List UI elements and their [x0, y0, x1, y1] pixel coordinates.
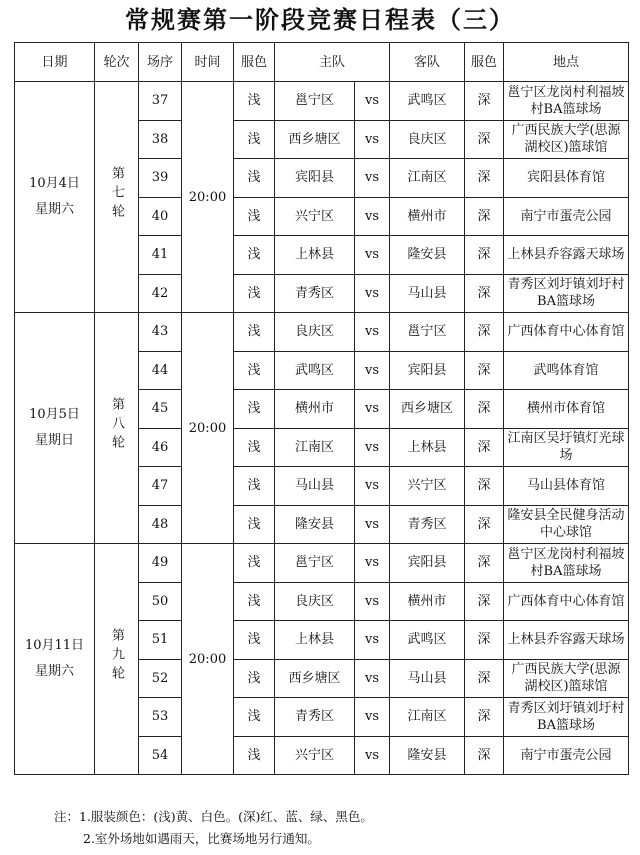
- round-label: 第九轮: [109, 628, 124, 685]
- away-team: 隆安县: [390, 736, 465, 775]
- home-kit: 浅: [234, 120, 275, 159]
- home-kit: 浅: [234, 197, 275, 236]
- home-kit: 浅: [234, 390, 275, 429]
- vs-label: vs: [355, 544, 390, 583]
- home-team: 西乡塘区: [275, 120, 355, 159]
- vs-label: vs: [355, 698, 390, 737]
- match-time: 20:00: [182, 82, 234, 313]
- home-kit: 浅: [234, 351, 275, 390]
- away-team: 青秀区: [390, 505, 465, 544]
- vs-label: vs: [355, 505, 390, 544]
- venue: 上林县乔容露天球场: [504, 621, 629, 660]
- page-title: 常规赛第一阶段竞赛日程表（三）: [125, 5, 515, 34]
- vs-label: vs: [355, 313, 390, 352]
- away-team: 横州市: [390, 582, 465, 621]
- home-team: 横州市: [275, 390, 355, 429]
- away-kit: 深: [465, 621, 504, 660]
- venue: 邕宁区龙岗村利福坡村BA篮球场: [504, 544, 629, 583]
- away-team: 武鸣区: [390, 82, 465, 121]
- vs-label: vs: [355, 351, 390, 390]
- home-kit: 浅: [234, 159, 275, 198]
- venue: 武鸣体育馆: [504, 351, 629, 390]
- match-no: 38: [139, 120, 182, 159]
- home-team: 隆安县: [275, 505, 355, 544]
- away-team: 隆安县: [390, 236, 465, 275]
- header-away: 客队: [390, 43, 465, 82]
- round-cell: [95, 544, 139, 775]
- away-kit: 深: [465, 159, 504, 198]
- day-weekday: 星期六: [34, 202, 74, 217]
- schedule-table: [14, 42, 629, 775]
- home-team: 邕宁区: [275, 544, 355, 583]
- match-no: 42: [139, 274, 182, 313]
- table-row: [15, 544, 629, 583]
- away-team: 江南区: [390, 698, 465, 737]
- vs-label: vs: [355, 390, 390, 429]
- away-team: 上林县: [390, 428, 465, 467]
- away-kit: 深: [465, 82, 504, 121]
- vs-label: vs: [355, 274, 390, 313]
- away-kit: 深: [465, 467, 504, 506]
- match-no: 44: [139, 351, 182, 390]
- home-team: 良庆区: [275, 582, 355, 621]
- home-team: 马山县: [275, 467, 355, 506]
- home-kit: 浅: [234, 736, 275, 775]
- away-kit: 深: [465, 236, 504, 275]
- match-no: 43: [139, 313, 182, 352]
- away-team: 武鸣区: [390, 621, 465, 660]
- home-team: 兴宁区: [275, 736, 355, 775]
- away-kit: 深: [465, 698, 504, 737]
- home-kit: 浅: [234, 467, 275, 506]
- venue: 广西体育中心体育馆: [504, 313, 629, 352]
- away-kit: 深: [465, 544, 504, 583]
- day-date: 10月4日: [29, 176, 80, 191]
- note-2: 2.室外场地如遇雨天，比赛场地另行通知。: [83, 831, 320, 846]
- match-no: 50: [139, 582, 182, 621]
- round-label: 第七轮: [109, 166, 124, 223]
- home-kit: 浅: [234, 659, 275, 698]
- away-kit: 深: [465, 659, 504, 698]
- vs-label: vs: [355, 236, 390, 275]
- home-kit: 浅: [234, 236, 275, 275]
- match-no: 54: [139, 736, 182, 775]
- away-team: 江南区: [390, 159, 465, 198]
- day-date: 10月11日: [24, 638, 85, 653]
- away-kit: 深: [465, 274, 504, 313]
- header-away-kit: 服色: [465, 43, 504, 82]
- day-date-cell: [15, 82, 95, 313]
- away-kit: 深: [465, 197, 504, 236]
- away-kit: 深: [465, 390, 504, 429]
- venue: 广西民族大学(思源湖校区)篮球馆: [504, 120, 629, 159]
- home-team: 宾阳县: [275, 159, 355, 198]
- away-kit: 深: [465, 351, 504, 390]
- match-no: 37: [139, 82, 182, 121]
- match-time: 20:00: [182, 313, 234, 544]
- vs-label: vs: [355, 82, 390, 121]
- away-team: 宾阳县: [390, 544, 465, 583]
- away-team: 马山县: [390, 274, 465, 313]
- match-time: 20:00: [182, 544, 234, 775]
- day-date-cell: [15, 544, 95, 775]
- match-no: 45: [139, 390, 182, 429]
- away-team: 宾阳县: [390, 351, 465, 390]
- round-cell: [95, 313, 139, 544]
- header-venue: 地点: [504, 43, 629, 82]
- home-team: 青秀区: [275, 274, 355, 313]
- table-row: [15, 313, 629, 352]
- home-kit: 浅: [234, 274, 275, 313]
- match-no: 49: [139, 544, 182, 583]
- header-home-kit: 服色: [234, 43, 275, 82]
- vs-label: vs: [355, 582, 390, 621]
- match-no: 48: [139, 505, 182, 544]
- table-row: [15, 82, 629, 121]
- home-team: 江南区: [275, 428, 355, 467]
- away-kit: 深: [465, 505, 504, 544]
- venue: 江南区吴圩镇灯光球场: [504, 428, 629, 467]
- home-team: 武鸣区: [275, 351, 355, 390]
- home-team: 良庆区: [275, 313, 355, 352]
- vs-label: vs: [355, 736, 390, 775]
- match-no: 52: [139, 659, 182, 698]
- venue: 宾阳县体育馆: [504, 159, 629, 198]
- match-no: 41: [139, 236, 182, 275]
- match-no: 47: [139, 467, 182, 506]
- notes: [54, 806, 634, 850]
- home-kit: 浅: [234, 621, 275, 660]
- home-kit: 浅: [234, 698, 275, 737]
- venue: 马山县体育馆: [504, 467, 629, 506]
- venue: 青秀区刘圩镇刘圩村BA篮球场: [504, 698, 629, 737]
- away-kit: 深: [465, 428, 504, 467]
- day-date-cell: [15, 313, 95, 544]
- match-no: 51: [139, 621, 182, 660]
- vs-label: vs: [355, 621, 390, 660]
- venue: 邕宁区龙岗村利福坡村BA篮球场: [504, 82, 629, 121]
- venue: 上林县乔容露天球场: [504, 236, 629, 275]
- vs-label: vs: [355, 159, 390, 198]
- match-no: 39: [139, 159, 182, 198]
- away-kit: 深: [465, 120, 504, 159]
- away-team: 良庆区: [390, 120, 465, 159]
- vs-label: vs: [355, 659, 390, 698]
- home-team: 西乡塘区: [275, 659, 355, 698]
- venue: 南宁市蛋壳公园: [504, 736, 629, 775]
- day-date: 10月5日: [29, 407, 80, 422]
- header-match-no: 场序: [139, 43, 182, 82]
- header-date: 日期: [15, 43, 95, 82]
- venue: 广西体育中心体育馆: [504, 582, 629, 621]
- home-kit: 浅: [234, 582, 275, 621]
- away-kit: 深: [465, 582, 504, 621]
- venue: 隆安县全民健身活动中心球馆: [504, 505, 629, 544]
- venue: 青秀区刘圩镇刘圩村BA篮球场: [504, 274, 629, 313]
- match-no: 46: [139, 428, 182, 467]
- header-round: 轮次: [95, 43, 139, 82]
- header-row: [15, 43, 629, 82]
- home-team: 上林县: [275, 236, 355, 275]
- day-weekday: 星期日: [34, 433, 74, 448]
- vs-label: vs: [355, 120, 390, 159]
- away-team: 横州市: [390, 197, 465, 236]
- venue: 广西民族大学(思源湖校区)篮球馆: [504, 659, 629, 698]
- away-team: 兴宁区: [390, 467, 465, 506]
- home-team: 青秀区: [275, 698, 355, 737]
- match-no: 53: [139, 698, 182, 737]
- header-home: 主队: [275, 43, 390, 82]
- home-kit: 浅: [234, 428, 275, 467]
- away-team: 马山县: [390, 659, 465, 698]
- vs-label: vs: [355, 467, 390, 506]
- home-kit: 浅: [234, 505, 275, 544]
- round-label: 第八轮: [109, 397, 124, 454]
- note-1: 注：1.服装颜色：(浅)黄、白色。(深)红、蓝、绿、黑色。: [54, 809, 373, 824]
- home-team: 兴宁区: [275, 197, 355, 236]
- header-time: 时间: [182, 43, 234, 82]
- away-kit: 深: [465, 313, 504, 352]
- schedule-body: [15, 82, 629, 775]
- round-cell: [95, 82, 139, 313]
- away-team: 邕宁区: [390, 313, 465, 352]
- home-team: 上林县: [275, 621, 355, 660]
- home-kit: 浅: [234, 544, 275, 583]
- vs-label: vs: [355, 428, 390, 467]
- away-kit: 深: [465, 736, 504, 775]
- home-kit: 浅: [234, 82, 275, 121]
- home-team: 邕宁区: [275, 82, 355, 121]
- home-kit: 浅: [234, 313, 275, 352]
- vs-label: vs: [355, 197, 390, 236]
- match-no: 40: [139, 197, 182, 236]
- away-team: 西乡塘区: [390, 390, 465, 429]
- venue: 南宁市蛋壳公园: [504, 197, 629, 236]
- day-weekday: 星期六: [34, 664, 74, 679]
- venue: 横州市体育馆: [504, 390, 629, 429]
